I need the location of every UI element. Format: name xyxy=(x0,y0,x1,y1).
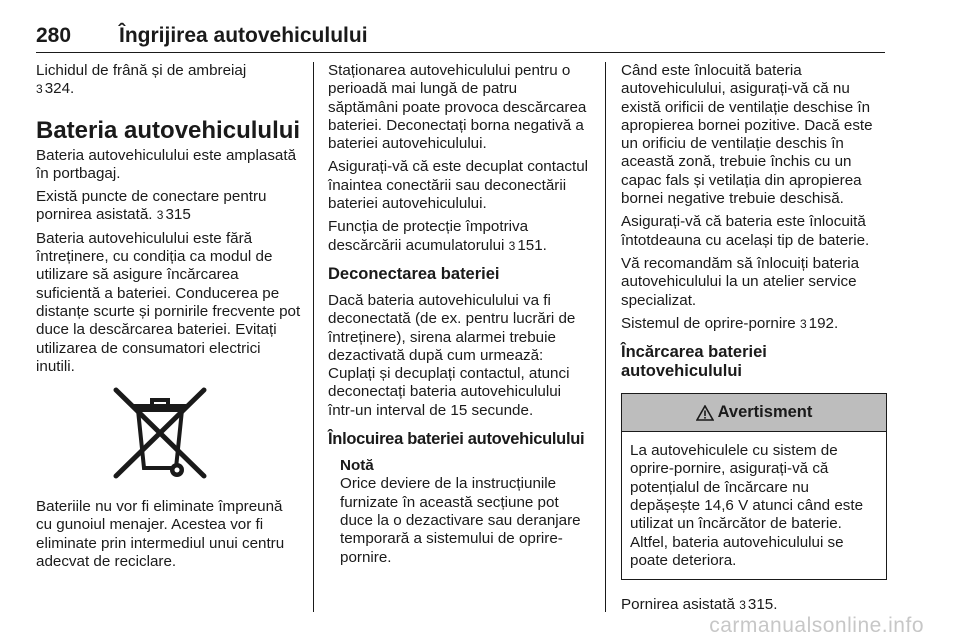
subsection-heading: Deconectarea bateriei xyxy=(328,264,500,283)
page-reference[interactable]: 3 324. xyxy=(36,80,75,98)
paragraph: Staționarea autovehiculului pentru o perioadă mai lungă de patru săptămâni poate provoca descărcarea bateriei. Deconectați borna negativă a bateriei autovehiculului. xyxy=(328,62,587,153)
column-3 xyxy=(621,62,887,620)
warning-text: La autovehiculele cu sistem de oprire-pornire, asigurați-vă că potențialul de încărcare nu depășește 14,6 V atunci când este utilizat un încărcător de baterie. Altfel, bateria autovehiculului se poate deteriora. xyxy=(630,442,864,569)
column-divider xyxy=(313,62,314,612)
section-heading: Bateria autovehiculului xyxy=(36,116,301,144)
column-divider xyxy=(605,62,606,612)
crossed-out-wheelie-bin-icon xyxy=(108,384,212,484)
watermark: carmanualsonline.info xyxy=(709,614,924,637)
warning-triangle-icon xyxy=(696,405,714,421)
reference-arrow-icon: 3 xyxy=(156,208,164,223)
subsection-heading: Încărcarea bateriei autovehiculului xyxy=(621,343,767,381)
paragraph: Sistemul de oprire-pornire 3 192. xyxy=(621,314,839,332)
note xyxy=(340,457,590,567)
warning-box xyxy=(621,393,887,580)
page-reference[interactable]: 3 315 xyxy=(156,206,191,224)
reference-arrow-icon: 3 xyxy=(739,598,746,613)
reference-arrow-icon: 3 xyxy=(508,238,516,253)
paragraph: Lichidul de frână și de ambreiaj 3 324. xyxy=(36,62,247,98)
paragraph: Vă recomandăm să înlocuiți bateria autovehiculului la un atelier service specializat. xyxy=(621,254,860,309)
paragraph: Bateria autovehiculului este fără întreținere, cu condiția ca modul de utilizare să asigure încărcarea suficientă a bateriei. Conducerea pe distanțe scurte și pornirile frecvente pot duce la descărcarea bateriei. Evitați utilizarea de consumatori electrici inutili. xyxy=(36,229,301,375)
page-reference[interactable]: 3 192. xyxy=(799,314,839,332)
paragraph: Asigurați-vă că bateria este înlocuită întotdeauna cu același tip de baterie. xyxy=(621,213,870,249)
page-reference[interactable]: 3 151. xyxy=(508,236,547,254)
reference-arrow-icon: 3 xyxy=(799,316,807,331)
paragraph: Funcția de protecție împotriva descărcării acumulatorului 3 151. xyxy=(328,218,547,254)
page-header xyxy=(36,22,885,53)
paragraph: Pornirea asistată 3 315. xyxy=(621,596,778,614)
note-title: Notă xyxy=(340,457,374,475)
warning-title: Avertisment xyxy=(717,403,813,422)
paragraph: Bateria autovehiculului este amplasată în portbagaj. xyxy=(36,146,297,182)
reference-arrow-icon: 3 xyxy=(36,82,43,97)
paragraph: Asigurați-vă că este decuplat contactul înaintea conectării sau deconectării bateriei autovehiculului. xyxy=(328,158,589,213)
warning-header xyxy=(622,394,886,432)
paragraph: Există puncte de conectare pentru pornirea asistată. 3 315 xyxy=(36,188,267,224)
column-2 xyxy=(328,62,590,572)
page-reference[interactable]: 3 315. xyxy=(739,596,778,614)
paragraph: Dacă bateria autovehiculului va fi deconectată (de ex. pentru lucrări de întreținere), sirena alarmei trebuie dezactivată după cum urmează: Cuplați și decuplați contactul, atunci deconectați bateria autovehiculului într-un interval de 15 secunde. xyxy=(328,291,576,419)
column-1 xyxy=(36,62,302,576)
paragraph: Când este înlocuită bateria autovehiculului, asigurați-vă că nu există orificii de ventilație deschise în apropierea bornei pozitive. Dacă este un orificiu de ventilație deschis în această zonă, trebuie închis cu un capac fals și vetilația din apropierea bornei negative trebuie deschisă. xyxy=(621,62,873,208)
page-number: 280 xyxy=(36,24,72,47)
chapter-title: Îngrijirea autovehiculului xyxy=(119,24,368,47)
note-text: Orice deviere de la instrucțiunile furnizate în această secțiune pot duce la o dezactivare sau deranjare temporară a sistemului de oprire-pornire. xyxy=(340,475,581,566)
subsection-heading: Înlocuirea bateriei autovehiculului xyxy=(328,430,585,449)
paragraph: Bateriile nu vor fi eliminate împreună cu gunoiul menajer. Acestea vor fi eliminate prin intermediul unui centru adecvat de reciclare. xyxy=(36,498,285,571)
